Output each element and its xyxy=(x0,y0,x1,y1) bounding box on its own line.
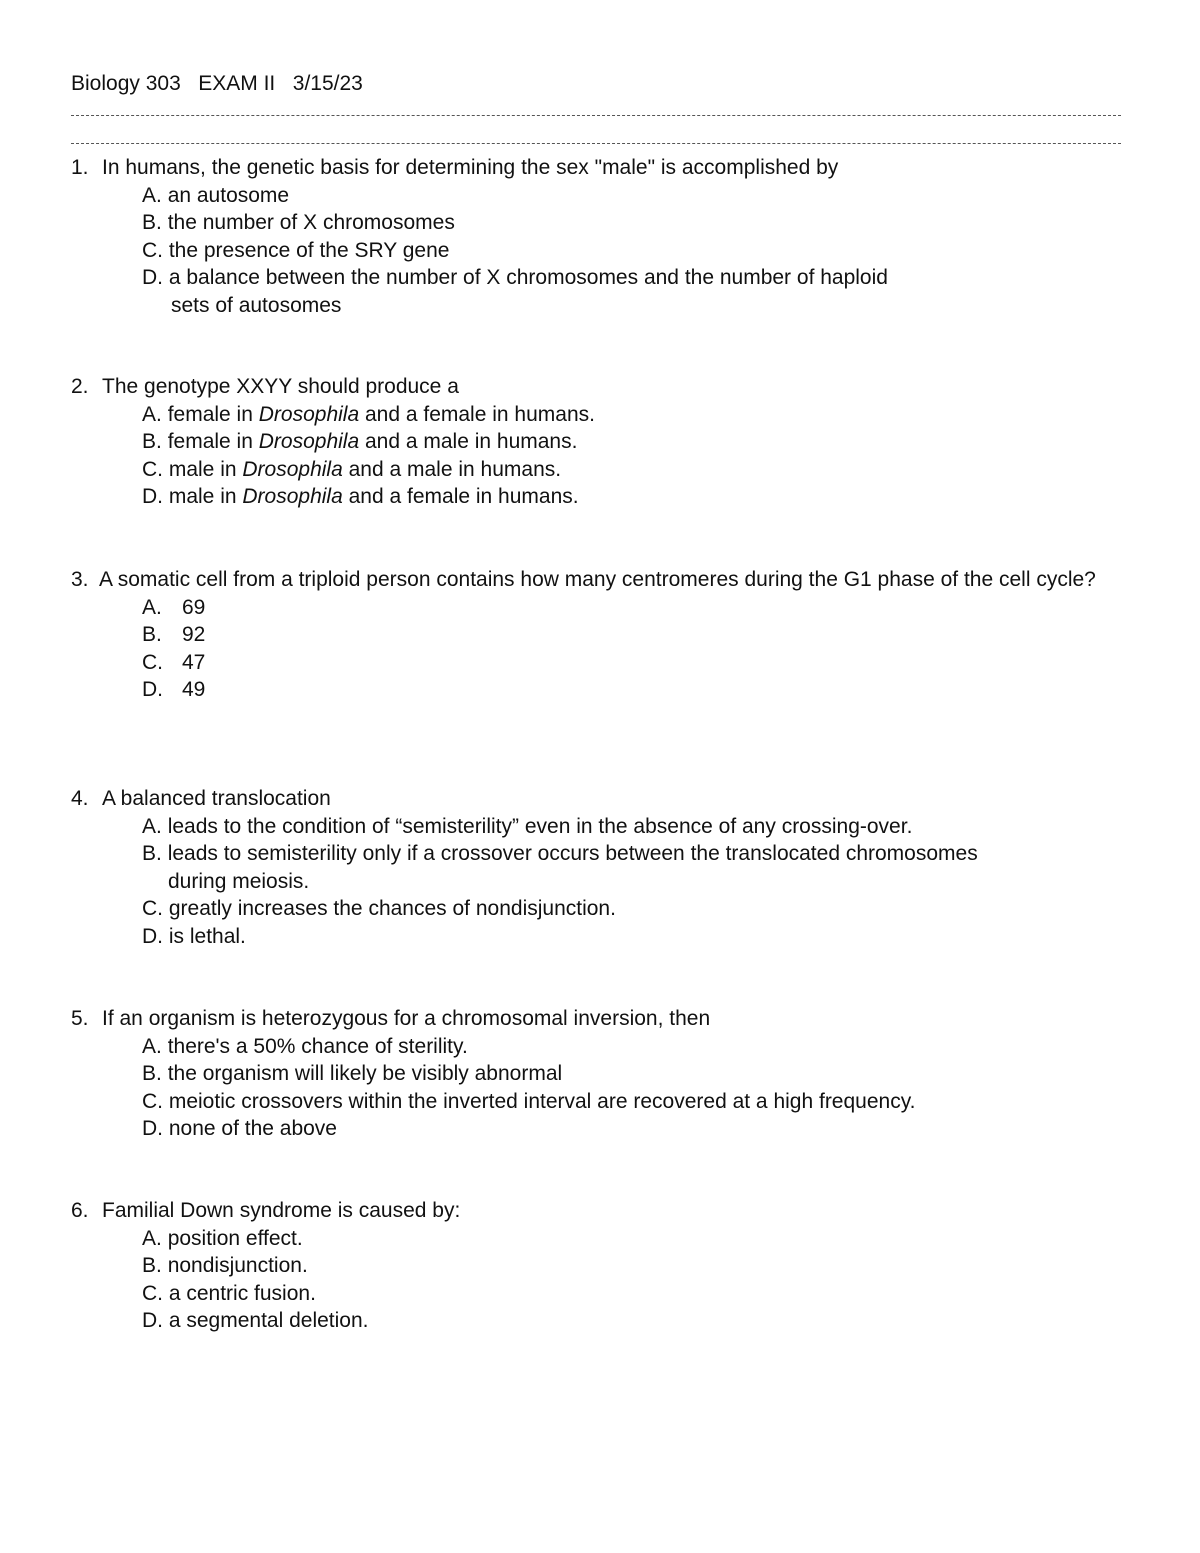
option-letter: C. xyxy=(142,457,163,481)
option-c xyxy=(71,1280,1131,1308)
option-d xyxy=(71,1115,1131,1143)
option-b xyxy=(71,840,1131,868)
option-c xyxy=(71,237,1131,265)
option-letter: B. xyxy=(142,842,162,865)
option-text: the presence of the SRY gene xyxy=(168,238,450,262)
question-text: In humans, the genetic basis for determining the sex "male" is accomplished by xyxy=(102,156,839,179)
option-letter: D. xyxy=(142,266,163,289)
option-text-post: and a male in humans. xyxy=(364,430,578,453)
question-2 xyxy=(71,373,1131,511)
question-text: A somatic cell from a triploid person contains how many centromeres during the G1 phase of the cell cycle? xyxy=(99,568,1096,591)
option-letter: D. xyxy=(142,924,163,948)
question-text: The genotype XXYY should produce a xyxy=(102,375,459,398)
answer-options xyxy=(71,182,1131,320)
option-text: an autosome xyxy=(167,183,290,207)
question-text: If an organism is heterozygous for a chromosomal inversion, then xyxy=(102,1007,711,1030)
option-letter: A. xyxy=(142,595,162,619)
question-text: Familial Down syndrome is caused by: xyxy=(102,1199,461,1222)
option-text: greatly increases the chances of nondisjunction. xyxy=(168,897,616,920)
question-stem xyxy=(71,1005,1131,1033)
option-letter: B. xyxy=(142,211,162,234)
answer-options xyxy=(71,401,1131,511)
option-a xyxy=(71,813,1131,841)
option-letter: A. xyxy=(142,1226,162,1250)
option-c xyxy=(71,1088,1131,1116)
option-letter: D. xyxy=(142,678,163,701)
question-number: 5. xyxy=(71,1007,89,1030)
option-letter: B. xyxy=(142,623,162,646)
exam-header: Biology 303 EXAM II 3/15/23 xyxy=(71,72,363,95)
option-text: nondisjunction. xyxy=(167,1254,308,1277)
option-text: leads to semisterility only if a crossover occurs between the translocated chromosomes xyxy=(167,842,978,865)
option-a xyxy=(71,1225,1131,1253)
option-text: 47 xyxy=(182,650,206,674)
option-c xyxy=(71,649,1131,677)
answer-options xyxy=(71,813,1131,951)
question-stem xyxy=(71,373,1131,401)
option-d xyxy=(71,483,1131,511)
option-text: a centric fusion. xyxy=(168,1281,316,1305)
species-name: Drosophila xyxy=(242,485,343,508)
question-6 xyxy=(71,1197,1131,1335)
option-letter: B. xyxy=(142,1062,162,1085)
dashed-divider xyxy=(71,143,1121,144)
option-text: a balance between the number of X chromosomes and the number of haploid xyxy=(168,266,888,289)
option-c xyxy=(71,895,1131,923)
option-a xyxy=(71,594,1131,622)
question-4 xyxy=(71,785,1131,950)
option-text: none of the above xyxy=(168,1117,337,1140)
option-letter: A. xyxy=(142,402,162,426)
answer-options xyxy=(71,1225,1131,1335)
option-text-post: and a female in humans. xyxy=(364,402,595,426)
option-b xyxy=(71,209,1131,237)
option-text: leads to the condition of “semisterility” even in the absence of any crossing-over. xyxy=(167,814,913,838)
option-a xyxy=(71,1033,1131,1061)
option-letter: C. xyxy=(142,238,163,262)
option-b xyxy=(71,1252,1131,1280)
option-d-continuation: sets of autosomes xyxy=(171,293,342,317)
option-letter: C. xyxy=(142,650,163,674)
option-b xyxy=(71,1060,1131,1088)
option-b xyxy=(71,428,1131,456)
question-1 xyxy=(71,154,1131,319)
question-number: 4. xyxy=(71,787,89,810)
option-text: there's a 50% chance of sterility. xyxy=(167,1034,468,1058)
option-d xyxy=(71,1307,1131,1335)
question-stem xyxy=(71,566,1131,594)
species-name: Drosophila xyxy=(258,402,360,426)
option-text: the number of X chromosomes xyxy=(167,211,455,234)
question-5 xyxy=(71,1005,1131,1143)
species-name: Drosophila xyxy=(242,457,343,481)
option-a xyxy=(71,401,1131,429)
species-name: Drosophila xyxy=(258,430,360,453)
option-text: the organism will likely be visibly abnormal xyxy=(167,1062,563,1085)
option-d xyxy=(71,264,1131,292)
option-letter: D. xyxy=(142,1309,163,1332)
question-stem xyxy=(71,154,1131,182)
option-d xyxy=(71,676,1131,704)
option-b xyxy=(71,621,1131,649)
option-text-pre: male in xyxy=(168,457,237,481)
option-text: 92 xyxy=(182,623,206,646)
option-letter: C. xyxy=(142,1089,163,1113)
option-text: 49 xyxy=(182,678,206,701)
option-text-pre: female in xyxy=(167,402,253,426)
option-letter: D. xyxy=(142,485,163,508)
option-text-post: and a male in humans. xyxy=(348,457,562,481)
question-number: 1. xyxy=(71,156,89,179)
option-text: is lethal. xyxy=(168,924,246,948)
option-letter: C. xyxy=(142,1281,163,1305)
option-letter: D. xyxy=(142,1117,163,1140)
option-text-pre: female in xyxy=(167,430,253,453)
option-text: position effect. xyxy=(167,1226,303,1250)
option-c xyxy=(71,456,1131,484)
dashed-divider xyxy=(71,115,1121,116)
option-letter: C. xyxy=(142,897,163,920)
option-text: a segmental deletion. xyxy=(168,1309,369,1332)
question-text: A balanced translocation xyxy=(102,787,331,810)
question-3 xyxy=(71,566,1131,704)
option-letter: B. xyxy=(142,430,162,453)
option-d xyxy=(71,923,1131,951)
question-stem xyxy=(71,1197,1131,1225)
option-letter: A. xyxy=(142,814,162,838)
answer-options xyxy=(71,1033,1131,1143)
option-b-continuation: during meiosis. xyxy=(168,869,310,893)
question-stem xyxy=(71,785,1131,813)
option-letter: B. xyxy=(142,1254,162,1277)
question-number: 3. xyxy=(71,568,89,591)
option-text-pre: male in xyxy=(168,485,237,508)
option-text: meiotic crossovers within the inverted interval are recovered at a high frequency. xyxy=(168,1089,916,1113)
option-letter: A. xyxy=(142,183,162,207)
answer-options xyxy=(71,594,1131,704)
option-text: 69 xyxy=(182,595,206,619)
option-letter: A. xyxy=(142,1034,162,1058)
question-number: 2. xyxy=(71,375,89,398)
option-text-post: and a female in humans. xyxy=(348,485,579,508)
question-number: 6. xyxy=(71,1199,89,1222)
option-a xyxy=(71,182,1131,210)
